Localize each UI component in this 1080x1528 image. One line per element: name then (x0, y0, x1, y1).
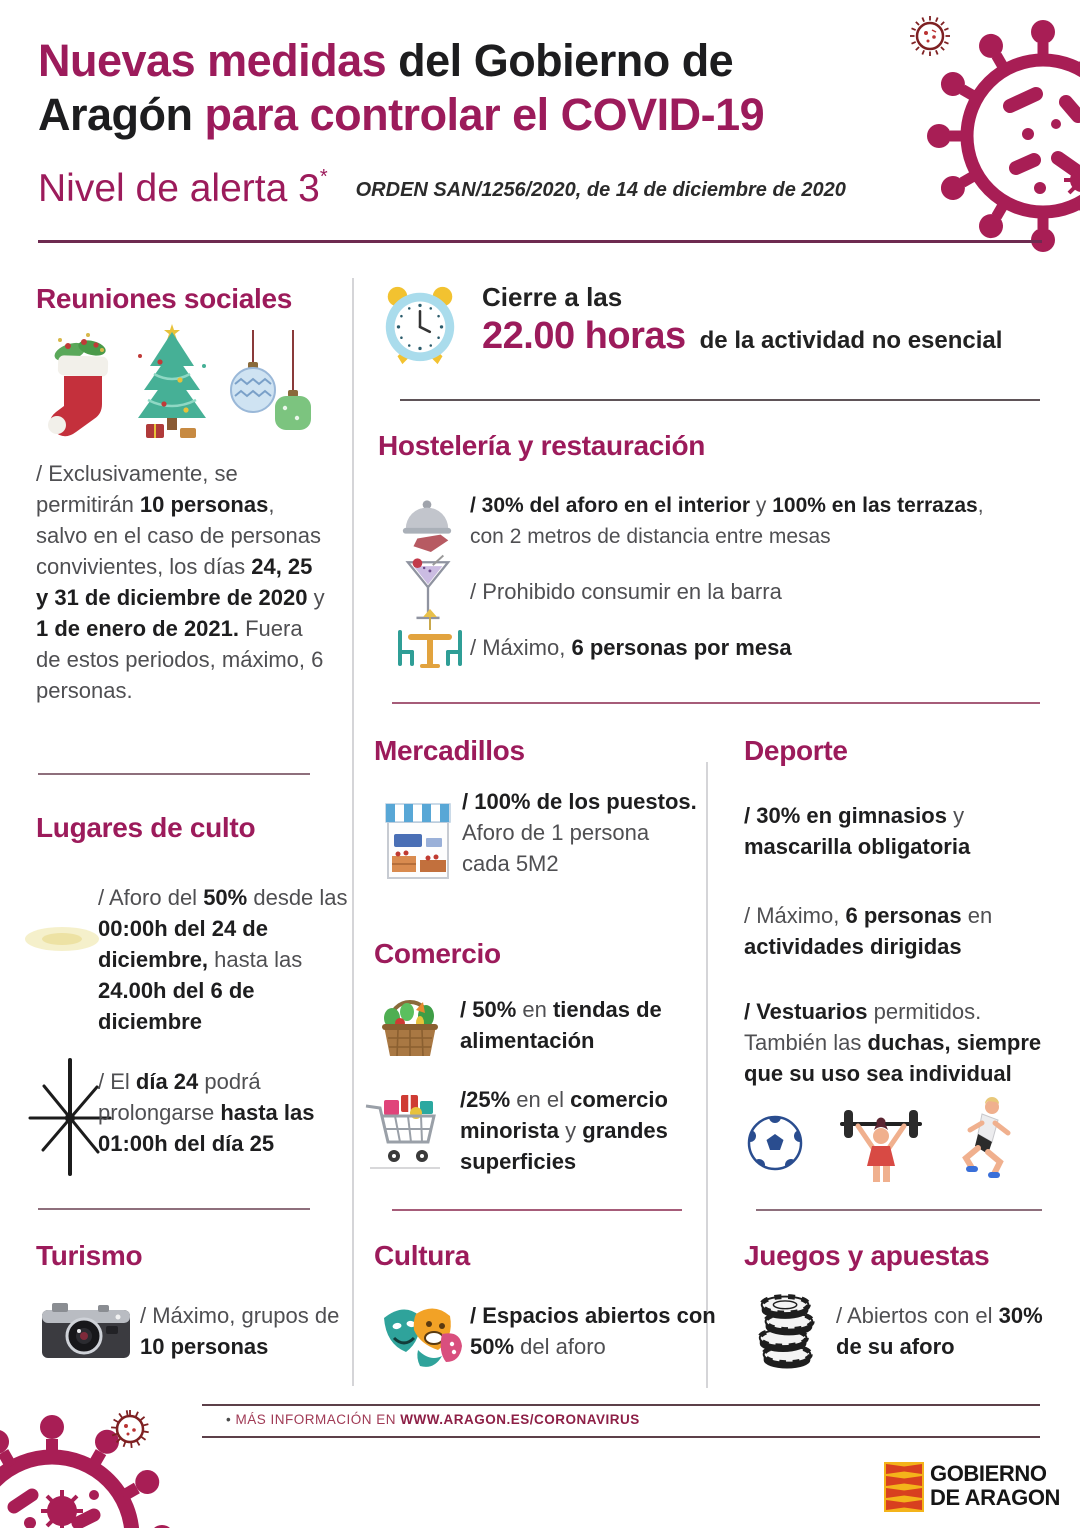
deporte-item-2: / Máximo, 6 personas en actividades dirigidas (744, 903, 993, 959)
section-title-mercadillos: Mercadillos (374, 735, 525, 766)
candle-glow-icon (22, 922, 102, 956)
closure-time: 22.00 horas (482, 315, 686, 357)
footer-divider-bottom (202, 1436, 1040, 1438)
soccer-ball-icon (746, 1114, 804, 1172)
alarm-clock-icon (376, 280, 464, 368)
section-title-turismo: Turismo (36, 1240, 143, 1271)
runner-icon (952, 1096, 1016, 1182)
page-title-line1: Nuevas medidas del Gobierno de (38, 35, 734, 86)
turismo-item-1: / Máximo, grupos de 10 personas (140, 1303, 340, 1359)
logo-line1: GOBIERNO (930, 1461, 1047, 1486)
reuniones-body: / Exclusivamente, se permitirán 10 personas, salvo en el caso de personas convivientes, los días 24, 25 y 31 de diciembre de 2020 y 1 de enero de 2021. Fuera de estos periodos, máximo, 6 personas. (36, 461, 325, 703)
christmas-tree-icon (130, 322, 214, 448)
lugares-item-1: / Aforo del 50% desde las 00:00h del 24 de diciembre, hasta las 24.00h del 6 de diciembre (98, 885, 348, 1034)
closure-scope: de la actividad no esencial (699, 327, 1003, 354)
ornaments-icon (225, 330, 317, 442)
footer-divider-top (202, 1404, 1040, 1406)
alert-asterisk: * (319, 166, 328, 188)
deporte-item-3: / Vestuarios permitidos. También las duchas, siempre que su uso sea individual (744, 999, 1042, 1086)
mercadillos-item-1: / 100% de los puestos. Aforo de 1 persona cada 5M2 (462, 789, 697, 876)
cultura-item-1: / Espacios abiertos con 50% del aforo (470, 1303, 716, 1359)
logo-line2: DE ARAGON (930, 1484, 1061, 1510)
theater-masks-icon (376, 1290, 468, 1378)
hosteleria-item-2: / Prohibido consumir en la barra (470, 579, 782, 604)
market-stall-icon (382, 798, 454, 882)
poker-chips-icon (752, 1292, 822, 1374)
section-title-deporte: Deporte (744, 735, 848, 766)
section-title-juegos: Juegos y apuestas (744, 1240, 990, 1271)
weightlifter-icon (836, 1104, 926, 1186)
column-divider-left (352, 278, 354, 1386)
section-divider (38, 773, 310, 775)
government-logo (930, 1462, 1060, 1510)
section-divider (392, 1209, 682, 1211)
stocking-icon (40, 330, 124, 442)
comercio-item-1: / 50% en tiendas de alimentación (460, 997, 662, 1053)
hosteleria-item-1: / 30% del aforo en el interior y 100% en las terrazas, con 2 metros de distancia entre mesas (470, 494, 984, 548)
hosteleria-item-3: / Máximo, 6 personas por mesa (470, 635, 792, 660)
alert-level: Nivel de alerta 3* (38, 166, 328, 210)
deporte-item-1: / 30% en gimnasios y mascarilla obligatoria (744, 803, 971, 859)
section-divider (400, 399, 1040, 401)
section-title-hosteleria: Hostelería y restauración (378, 430, 706, 461)
page-title-line2: Aragón para controlar el COVID-19 (38, 89, 765, 140)
serving-dish-icon (398, 490, 456, 558)
shopping-cart-icon (362, 1088, 448, 1174)
page-title (38, 34, 878, 142)
footer-info[interactable]: • MÁS INFORMACIÓN EN WWW.ARAGON.ES/CORONAVIRUS (226, 1412, 640, 1427)
closure-block (482, 282, 1002, 358)
virus-small-icon (906, 12, 954, 60)
header-divider (38, 240, 1042, 243)
section-divider (756, 1209, 1042, 1211)
virus-large-icon (0, 1395, 250, 1528)
comercio-item-2: /25% en el comercio minorista y grandes superficies (460, 1087, 668, 1174)
table-chairs-icon (392, 608, 468, 680)
food-basket-icon (376, 992, 444, 1062)
column-divider-right (706, 762, 708, 1388)
section-title-comercio: Comercio (374, 938, 501, 969)
camera-icon (40, 1298, 132, 1362)
closure-intro: Cierre a las (482, 282, 623, 312)
aragon-flag-icon (884, 1462, 924, 1512)
lugares-item-2: / El día 24 podrá prolongarse hasta las 01:00h del día 25 (98, 1069, 315, 1156)
section-title-reuniones: Reuniones sociales (36, 283, 293, 314)
section-title-lugares: Lugares de culto (36, 812, 256, 843)
section-divider (38, 1208, 310, 1210)
alert-row (38, 166, 846, 211)
juegos-item-1: / Abiertos con el 30% de su aforo (836, 1303, 1043, 1359)
order-reference: ORDEN SAN/1256/2020, de 14 de diciembre de 2020 (355, 179, 846, 201)
section-title-cultura: Cultura (374, 1240, 470, 1271)
section-divider (392, 702, 1040, 704)
